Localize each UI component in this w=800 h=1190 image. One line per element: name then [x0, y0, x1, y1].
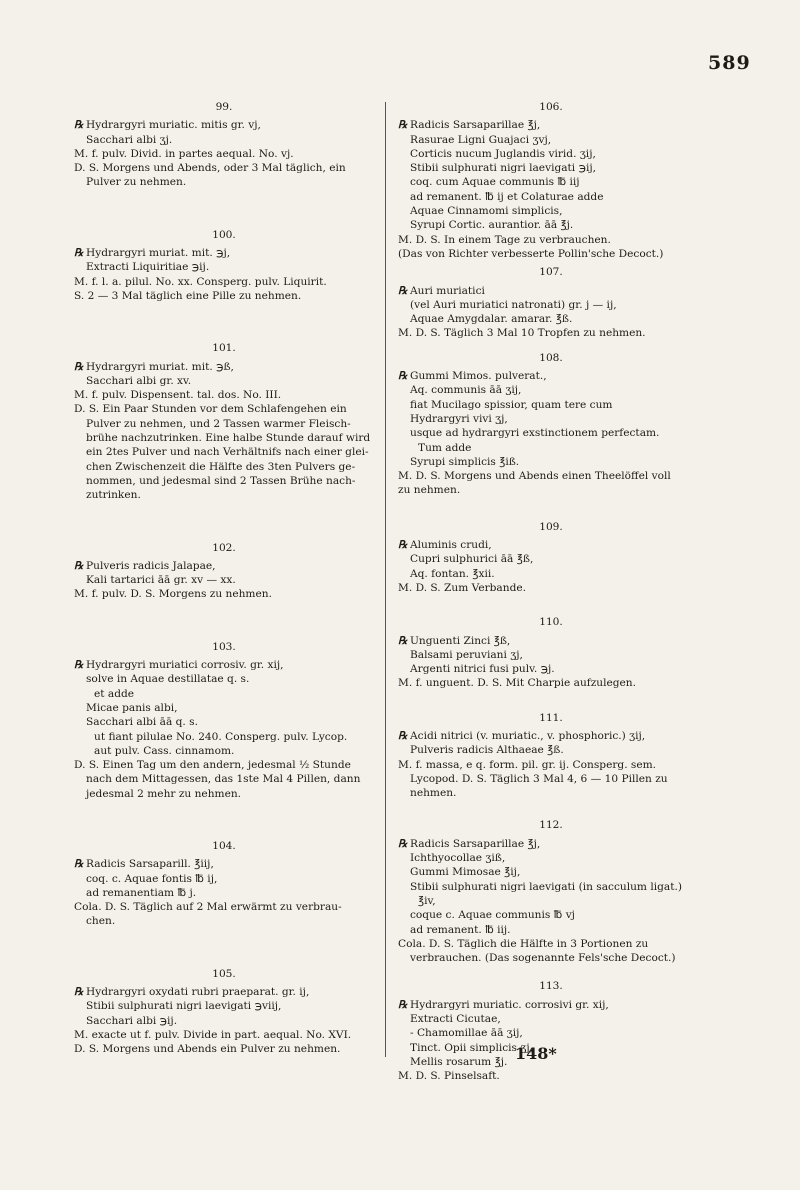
recipe-line: [74, 985, 374, 999]
recipe-line-text: nehmen.: [410, 787, 457, 800]
recipe-line: [74, 744, 374, 758]
recipe-line-text: Aquae Amygdalar. amarar. ℥ß.: [410, 313, 573, 326]
recipe-line-text: ℥iv,: [418, 894, 436, 907]
recipe-number: 111.: [539, 711, 563, 724]
recipe-line-text: Sacchari albi gr. xv.: [86, 374, 192, 387]
recipe-line-text: M. f. unguent. D. S. Mit Charpie aufzulegen.: [398, 677, 636, 690]
recipe-line: [398, 894, 704, 908]
recipe-line: [398, 284, 704, 298]
recipe-line: [398, 218, 704, 232]
recipe-line: [398, 441, 704, 455]
recipe-line-text: coq. cum Aquae communis ℔ iij: [410, 176, 580, 189]
recipe-line-text: Cupri sulphurici āā ℥ß,: [410, 553, 534, 566]
recipe-line-text: M. exacte ut f. pulv. Divide in part. aequal. No. XVI.: [74, 1028, 352, 1041]
recipe-line: [398, 951, 704, 965]
recipe-rx-symbol: ℞: [74, 659, 84, 672]
recipe-rx-symbol: ℞: [398, 119, 408, 132]
recipe-line-text: (vel Auri muriatici natronati) gr. j — ij,: [410, 298, 617, 311]
recipe-line-text: Aq. communis āā ʒij,: [410, 384, 522, 397]
recipe-line: [74, 360, 374, 374]
recipe-line-text: M. D. S. Morgens und Abends einen Theelöffel voll: [398, 470, 671, 483]
recipe-line-text: Micae panis albi,: [86, 701, 178, 714]
recipe-rx-symbol: ℞: [398, 837, 408, 850]
recipe-line-text: Aluminis crudi,: [410, 539, 492, 552]
recipe-line: [398, 552, 704, 566]
recipe-line-text: et adde: [94, 687, 135, 700]
recipe-line: [398, 247, 704, 261]
column-divider: [385, 102, 386, 1057]
recipe-line: [398, 426, 704, 440]
recipe-line-text: M. D. S. In einem Tage zu verbrauchen.: [398, 233, 611, 246]
recipe-number: 104.: [212, 839, 236, 852]
recipe-line-text: Lycopod. D. S. Täglich 3 Mal 4, 6 — 10 Pillen zu: [410, 772, 668, 785]
recipe-line: [398, 383, 704, 397]
recipe-rx-symbol: ℞: [74, 986, 84, 999]
recipe-line-text: D. S. Morgens und Abends ein Pulver zu nehmen.: [74, 1043, 341, 1056]
right-column: [398, 100, 704, 1084]
recipe-line-text: ad remanent. ℔ ij et Colaturae adde: [410, 190, 604, 203]
recipe-line-text: Tinct. Opii simplicis ʒj,: [410, 1041, 533, 1054]
recipe-line-text: Pulver zu nehmen.: [86, 176, 187, 189]
recipe-line-text: Cola. D. S. Täglich die Hälfte in 3 Portionen zu: [398, 937, 649, 950]
recipe-line-text: Syrupi simplicis ℥iß.: [410, 455, 520, 468]
recipe-line-text: Argenti nitrici fusi pulv. ℈j.: [410, 663, 555, 676]
recipe-line: [74, 857, 374, 871]
recipe-line-text: Ichthyocollae ʒiß,: [410, 852, 506, 865]
recipe-number: 100.: [212, 228, 236, 241]
recipe-rx-symbol: ℞: [398, 370, 408, 383]
recipe-line: [398, 581, 704, 595]
recipe-line: [398, 998, 704, 1012]
recipe-number: 108.: [539, 351, 563, 364]
recipe-line: [74, 758, 374, 772]
recipe-rx-symbol: ℞: [74, 247, 84, 260]
recipe-line: [398, 880, 704, 894]
recipe-108: [398, 351, 704, 498]
recipe-line-text: Hydrargyri muriatic. corrosivi gr. xij,: [410, 998, 609, 1011]
recipe-rx-symbol: ℞: [74, 119, 84, 132]
recipe-line-text: usque ad hydrargyri exstinctionem perfectam.: [410, 427, 660, 440]
recipe-line-text: verbrauchen. (Das sogenannte Fels'sche Decoct.): [410, 952, 676, 965]
recipe-line-text: Gummi Mimosae ℥ij,: [410, 866, 521, 879]
recipe-number: 109.: [539, 520, 563, 533]
recipe-line: [74, 460, 374, 474]
recipe-line-text: ad remanent. ℔ iij.: [410, 923, 511, 936]
recipe-line: [398, 538, 704, 552]
recipe-line: [74, 260, 374, 274]
recipe-line: [398, 648, 704, 662]
recipe-line-text: Hydrargyri muriat. mit. ℈ß,: [86, 360, 234, 373]
recipe-line: [398, 1069, 704, 1083]
recipe-106: [398, 100, 704, 261]
recipe-line-text: Sacchari albi ℈ij.: [86, 1014, 178, 1027]
recipe-line-text: Radicis Sarsaparill. ℥iij,: [86, 858, 214, 871]
recipe-line: [74, 914, 374, 928]
recipe-line-text: aut pulv. Cass. cinnamom.: [94, 744, 235, 757]
recipe-102: [74, 541, 374, 602]
recipe-line-text: Syrupi Cortic. aurantior. āā ℥j.: [410, 219, 574, 232]
recipe-101: [74, 341, 374, 502]
recipe-line-text: Hydrargyri muriatic. mitis gr. vj,: [86, 119, 261, 132]
recipe-line-text: coq. c. Aquae fontis ℔ ij,: [86, 872, 218, 885]
recipe-line-text: Rasurae Ligni Guajaci ʒvj,: [410, 133, 552, 146]
recipe-line-text: D. S. Ein Paar Stunden vor dem Schlafengehen ein: [74, 403, 347, 416]
recipe-line-text: Gummi Mimos. pulverat.,: [410, 370, 547, 383]
recipe-line: [398, 729, 704, 743]
recipe-line-text: coque c. Aquae communis ℔ vj: [410, 909, 575, 922]
recipe-line: [74, 474, 374, 488]
recipe-rx-symbol: ℞: [398, 729, 408, 742]
recipe-line: [74, 658, 374, 672]
recipe-rx-symbol: ℞: [74, 559, 84, 572]
recipe-line: [74, 787, 374, 801]
recipe-line-text: Balsami peruviani ʒj,: [410, 648, 523, 661]
recipe-line: [398, 233, 704, 247]
recipe-line: [398, 412, 704, 426]
recipe-100: [74, 228, 374, 303]
recipe-number: 102.: [212, 541, 236, 554]
recipe-line-text: (Das von Richter verbesserte Pollin'sche Decoct.): [398, 247, 664, 260]
recipe-line-text: Extracti Cicutae,: [410, 1013, 501, 1026]
recipe-line-text: Mellis rosarum ℥j.: [410, 1055, 508, 1068]
recipe-line: [398, 175, 704, 189]
recipe-line-text: Kali tartarici āā gr. xv — xx.: [86, 574, 236, 587]
recipe-line: [74, 559, 374, 573]
recipe-rx-symbol: ℞: [398, 284, 408, 297]
page-number: 589: [708, 52, 751, 74]
recipe-line: [398, 837, 704, 851]
recipe-line: [398, 312, 704, 326]
recipe-line-text: Pulver zu nehmen, und 2 Tassen warmer Fleisch-: [86, 417, 351, 430]
recipe-line: [398, 455, 704, 469]
recipe-111: [398, 711, 704, 801]
recipe-line-text: D. S. Morgens und Abends, oder 3 Mal täglich, ein: [74, 162, 346, 175]
recipe-line: [74, 431, 374, 445]
recipe-line-text: Auri muriatici: [410, 284, 485, 297]
recipe-line: [398, 786, 704, 800]
recipe-line: [74, 587, 374, 601]
recipe-line: [74, 730, 374, 744]
recipe-line-text: Hydrargyri oxydati rubri praeparat. gr. ij,: [86, 986, 310, 999]
recipe-line-text: zutrinken.: [86, 489, 141, 502]
recipe-line: [74, 161, 374, 175]
recipe-line: [74, 1014, 374, 1028]
left-column: [74, 100, 374, 1057]
recipe-line: [74, 175, 374, 189]
recipe-line-text: brühe nachzutrinken. Eine halbe Stunde darauf wird: [86, 432, 371, 445]
recipe-109: [398, 520, 704, 595]
recipe-line-text: M. f. pulv. Dispensent. tal. dos. No. III.: [74, 389, 282, 402]
recipe-112: [398, 818, 704, 965]
recipe-number: 101.: [212, 342, 236, 355]
recipe-number: 105.: [212, 967, 236, 980]
recipe-line-text: Extracti Liquiritiae ℈ij.: [86, 261, 210, 274]
recipe-line: [398, 851, 704, 865]
recipe-line-text: M. f. l. a. pilul. No. xx. Consperg. pulv. Liquirit.: [74, 275, 327, 288]
recipe-line-text: Aquae Cinnamomi simplicis,: [410, 205, 563, 218]
recipe-104: [74, 839, 374, 929]
signature-mark: 148*: [515, 1044, 557, 1063]
recipe-line: [398, 118, 704, 132]
recipe-line: [398, 865, 704, 879]
recipe-line: [74, 999, 374, 1013]
recipe-line: [74, 118, 374, 132]
recipe-line-text: S. 2 — 3 Mal täglich eine Pille zu nehmen.: [74, 289, 302, 302]
recipe-line-text: ad remanentiam ℔ j.: [86, 886, 197, 899]
recipe-line-text: nach dem Mittagessen, das 1ste Mal 4 Pillen, dann: [86, 773, 361, 786]
recipe-rx-symbol: ℞: [398, 539, 408, 552]
recipe-number: 107.: [539, 266, 563, 279]
recipe-line-text: M. D. S. Täglich 3 Mal 10 Tropfen zu nehmen.: [398, 327, 646, 340]
recipe-line: [398, 908, 704, 922]
recipe-line-text: M. f. pulv. D. S. Morgens zu nehmen.: [74, 588, 272, 601]
recipe-line-text: Radicis Sarsaparillae ℥j,: [410, 837, 541, 850]
recipe-line-text: Cola. D. S. Täglich auf 2 Mal erwärmt zu verbrau-: [74, 901, 342, 914]
recipe-line-text: Tum adde: [418, 441, 472, 454]
recipe-line: [398, 161, 704, 175]
recipe-line-text: Pulveris radicis Althaeae ℥ß.: [410, 744, 564, 757]
recipe-number: 110.: [539, 616, 563, 629]
recipe-line-text: nommen, und jedesmal sind 2 Tassen Brühe nach-: [86, 474, 356, 487]
recipe-line: [398, 1026, 704, 1040]
recipe-line-text: M. f. pulv. Divid. in partes aequal. No. vj.: [74, 147, 294, 160]
recipe-line-text: zu nehmen.: [398, 484, 461, 497]
recipe-line-text: Radicis Sarsaparillae ℥j,: [410, 119, 541, 132]
recipe-line-text: - Chamomillae āā ʒij,: [410, 1027, 523, 1040]
recipe-line: [74, 772, 374, 786]
recipe-line: [398, 923, 704, 937]
recipe-line-text: Stibii sulphurati nigri laevigati ℈ij,: [410, 162, 597, 175]
recipe-line-text: Sacchari albi āā q. s.: [86, 716, 198, 729]
recipe-line: [398, 483, 704, 497]
recipe-line-text: jedesmal 2 mehr zu nehmen.: [86, 787, 242, 800]
recipe-rx-symbol: ℞: [398, 998, 408, 1011]
recipe-line: [74, 687, 374, 701]
recipe-line-text: ut fiant pilulae No. 240. Consperg. pulv. Lycop.: [94, 730, 348, 743]
recipe-line: [74, 417, 374, 431]
recipe-line: [74, 1028, 374, 1042]
recipe-line-text: Stibii sulphurati nigri laevigati ℈viij,: [86, 1000, 282, 1013]
recipe-110: [398, 615, 704, 690]
recipe-line: [398, 758, 704, 772]
recipe-line: [398, 398, 704, 412]
recipe-line: [398, 567, 704, 581]
recipe-line: [74, 872, 374, 886]
recipe-line-text: Acidi nitrici (v. muriatic., v. phosphoric.) ʒij,: [410, 729, 646, 742]
recipe-line: [74, 289, 374, 303]
recipe-line-text: M. D. S. Zum Verbande.: [398, 581, 526, 594]
recipe-line: [398, 298, 704, 312]
recipe-line: [74, 147, 374, 161]
recipe-line: [74, 275, 374, 289]
recipe-number: 99.: [215, 101, 233, 113]
recipe-line: [398, 369, 704, 383]
recipe-line: [398, 147, 704, 161]
recipe-line-text: Corticis nucum Juglandis virid. ʒij,: [410, 147, 596, 160]
recipe-line: [398, 634, 704, 648]
recipe-line-text: Stibii sulphurati nigri laevigati (in sacculum ligat.): [410, 880, 682, 893]
recipe-line: [74, 402, 374, 416]
recipe-line-text: chen Zwischenzeit die Hälfte des 3ten Pulvers ge-: [86, 460, 356, 473]
recipe-line-text: chen.: [86, 915, 116, 928]
recipe-line: [74, 374, 374, 388]
recipe-line-text: Aq. fontan. ℥xii.: [410, 567, 495, 580]
recipe-113: [398, 979, 704, 1083]
recipe-line: [398, 190, 704, 204]
recipe-line: [74, 900, 374, 914]
recipe-line: [74, 715, 374, 729]
recipe-line-text: Hydrargyri muriat. mit. ℈j,: [86, 247, 231, 260]
recipe-line: [74, 672, 374, 686]
recipe-line: [74, 1042, 374, 1056]
recipe-line-text: Pulveris radicis Jalapae,: [86, 559, 216, 572]
recipe-105: [74, 967, 374, 1057]
recipe-number: 103.: [212, 640, 236, 653]
recipe-line-text: ein 2tes Pulver und nach Verhältnifs nach einer glei-: [86, 446, 369, 459]
recipe-line: [398, 326, 704, 340]
recipe-number: 106.: [539, 101, 563, 113]
recipe-rx-symbol: ℞: [74, 360, 84, 373]
recipe-line: [74, 388, 374, 402]
recipe-107: [398, 265, 704, 340]
recipe-line-text: solve in Aquae destillatae q. s.: [86, 673, 250, 686]
recipe-line: [398, 743, 704, 757]
recipe-line: [398, 676, 704, 690]
recipe-number: 112.: [539, 819, 563, 832]
recipe-line-text: Unguenti Zinci ℥ß,: [410, 634, 511, 647]
recipe-line-text: Sacchari albi ʒj.: [86, 133, 173, 146]
recipe-line: [74, 445, 374, 459]
recipe-line: [74, 246, 374, 260]
recipe-number: 113.: [539, 980, 563, 993]
recipe-line: [398, 204, 704, 218]
recipe-line: [398, 662, 704, 676]
recipe-line: [398, 133, 704, 147]
recipe-line: [74, 573, 374, 587]
recipe-line-text: M. D. S. Pinselsaft.: [398, 1070, 500, 1083]
recipe-line: [74, 701, 374, 715]
recipe-line: [398, 1012, 704, 1026]
recipe-rx-symbol: ℞: [398, 634, 408, 647]
recipe-line-text: D. S. Einen Tag um den andern, jedesmal ½ Stunde: [74, 759, 351, 772]
recipe-line: [398, 469, 704, 483]
recipe-line-text: Hydrargyri vivi ʒj,: [410, 412, 508, 425]
recipe-line-text: fiat Mucilago spissior, quam tere cum: [410, 398, 613, 411]
recipe-line: [74, 886, 374, 900]
recipe-rx-symbol: ℞: [74, 858, 84, 871]
recipe-line-text: Hydrargyri muriatici corrosiv. gr. xij,: [86, 659, 284, 672]
recipe-line: [398, 937, 704, 951]
recipe-line: [398, 772, 704, 786]
recipe-line-text: M. f. massa, e q. form. pil. gr. ij. Consperg. sem.: [398, 758, 657, 771]
recipe-line: [74, 488, 374, 502]
recipe-99: [74, 100, 374, 190]
recipe-line: [74, 133, 374, 147]
recipe-103: [74, 640, 374, 801]
